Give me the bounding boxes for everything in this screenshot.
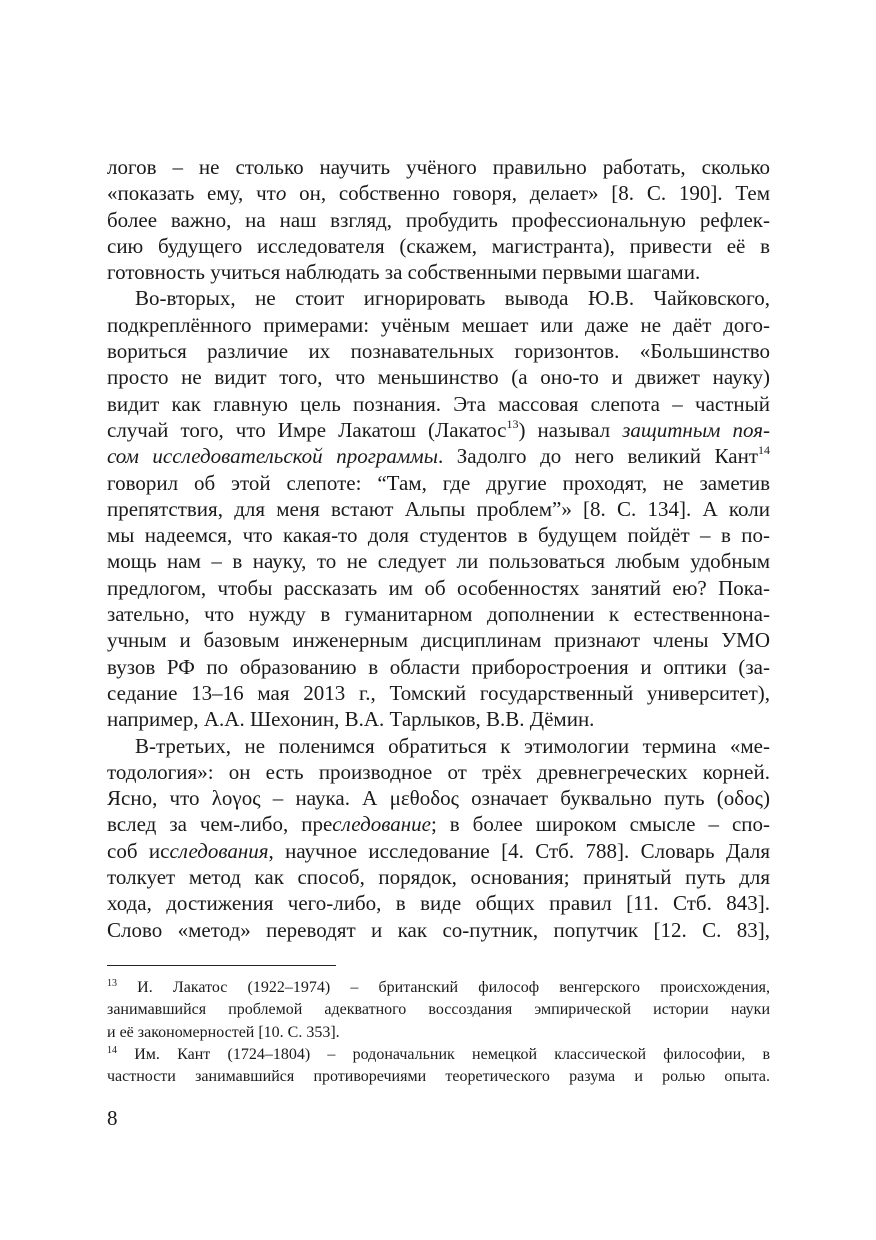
text-line [107, 864, 770, 890]
text-segment: просто не видит того, что меньшинство (а оно-то и движет науку) [107, 365, 770, 390]
text-segment: зательно, что нужду в гуманитарном дополнении к естественнона- [107, 602, 770, 627]
text-segment: тодология»: он есть производное от трёх древнегреческих корней. [107, 759, 770, 784]
text-line [107, 548, 770, 574]
italic-text: следования [169, 838, 269, 863]
text-line [107, 496, 770, 522]
footnote-marker: 13 [506, 416, 519, 431]
footnote-line [107, 977, 770, 999]
text-line [107, 627, 770, 653]
italic-text: ю [616, 628, 631, 653]
text-line [107, 706, 770, 732]
text-line [107, 154, 770, 180]
text-segment: сию будущего исследователя (скажем, магистранта), привести её в [107, 233, 770, 258]
text-segment: ) называл [518, 417, 623, 442]
text-segment: ; в более широком смысле – спо- [430, 812, 770, 837]
footnotes [107, 977, 770, 1088]
text-segment: Ясно, что λογος – наука. А μεθοδος означает буквально путь (οδος) [107, 786, 770, 811]
text-segment: говорил об этой слепоте: “Там, где другие проходят, не заметив [107, 470, 770, 495]
text-segment: подкреплённого примерами: учёным мешает или даже не даёт дого- [107, 312, 770, 337]
text-segment: случай того, что Имре Лакатош (Лакатос [107, 417, 507, 442]
text-line [107, 838, 770, 864]
text-segment: мы надеемся, что какая-то доля студентов в будущем пойдёт – в по- [107, 523, 770, 548]
text-line [107, 601, 770, 627]
italic-text: сом исследовательской программы [107, 444, 438, 469]
text-segment: препятствия, для меня встают Альпы проблем”» [8. С. 134]. А коли [107, 496, 770, 521]
text-segment: В-третьих, не поленимся обратиться к этимологии термина «ме- [135, 733, 770, 758]
text-line [107, 207, 770, 233]
text-line [107, 680, 770, 706]
text-segment: логов – не столько научить учёного правильно работать, сколько [107, 155, 770, 179]
text-segment: Во-вторых, не стоит игнорировать вывода Ю.В. Чайковского, [135, 286, 770, 311]
text-line [107, 811, 770, 837]
footnote-line [107, 1022, 770, 1044]
italic-text: следование [332, 812, 431, 837]
text-segment: седание 13–16 мая 2013 г., Томский государственный университет), [107, 680, 770, 705]
text-line [107, 338, 770, 364]
text-line [107, 890, 770, 916]
text-line [107, 259, 770, 285]
text-segment: учным и базовым инженерным дисциплинам призна [107, 628, 616, 653]
text-segment: т члены УМО [630, 628, 770, 653]
italic-text: о [275, 181, 287, 206]
text-segment: занимавшийся проблемой адекватного воссоздания эмпирической истории науки [107, 1001, 770, 1019]
text-line [107, 470, 770, 496]
text-segment: хода, достижения чего-либо, в виде общих правил [11. Стб. 843]. [107, 891, 770, 916]
text-line [107, 180, 770, 206]
text-segment: толкует метод как способ, порядок, основания; принятый путь для [107, 865, 770, 890]
text-segment: вслед за чем-либо, пре [107, 812, 333, 837]
text-line [107, 443, 770, 469]
text-line [107, 654, 770, 680]
footnote-marker: 14 [107, 1044, 117, 1056]
footnote-line [107, 999, 770, 1021]
text-segment: Им. Кант (1724–1804) – родоначальник немецкой классической философии, в [117, 1045, 770, 1063]
text-segment: «показать ему, чт [107, 181, 276, 206]
text-segment: вузов РФ по образованию в области приборостроения и оптики (за- [107, 654, 770, 679]
text-line [107, 575, 770, 601]
text-segment: Слово «метод» переводят и как со-путник, попутчик [12. С. 83], [107, 917, 770, 942]
text-segment: соб ис [107, 838, 170, 863]
text-line [107, 285, 770, 311]
text-segment: , научное исследование [4. Стб. 788]. Словарь Даля [268, 838, 770, 863]
text-segment: и её закономерностей [10. С. 353]. [107, 1023, 340, 1041]
text-line [107, 759, 770, 785]
text-segment: готовность учиться наблюдать за собственными первыми шагами. [107, 260, 701, 285]
text-segment: мощь нам – в науку, то не следует ли пользоваться любым удобным [107, 549, 770, 574]
text-line [107, 417, 770, 443]
text-line [107, 917, 770, 943]
text-segment: частности занимавшийся противоречиями теоретического разума и ролью опыта. [107, 1068, 770, 1086]
text-segment: например, А.А. Шехонин, В.А. Тарлыков, В.В. Дёмин. [107, 707, 595, 732]
text-segment: видит как главную цель познания. Эта массовая слепота – частный [107, 391, 770, 416]
text-segment: он, собственно говоря, делает» [8. С. 190]. Тем [286, 181, 770, 206]
text-line [107, 312, 770, 338]
footnote-separator [107, 965, 336, 966]
text-segment: предлогом, чтобы рассказать им об особенностях занятий ею? Пока- [107, 575, 770, 600]
footnote-line [107, 1066, 770, 1088]
footnote-line [107, 1044, 770, 1066]
text-line [107, 233, 770, 259]
body-text [107, 154, 770, 943]
text-segment: более важно, на наш взгляд, пробудить профессиональную рефлек- [107, 207, 770, 232]
text-line [107, 733, 770, 759]
text-segment: вориться различие их познавательных горизонтов. «Большинство [107, 339, 770, 364]
text-line [107, 391, 770, 417]
text-line [107, 522, 770, 548]
text-line [107, 364, 770, 390]
text-segment: И. Лакатос (1922–1974) – британский философ венгерского происхождения, [117, 979, 770, 996]
text-segment: . Задолго до него великий Кант [437, 444, 758, 469]
text-line [107, 785, 770, 811]
italic-text: защитным поя- [622, 417, 770, 442]
footnote-marker: 13 [107, 978, 117, 989]
page-number: 8 [107, 1106, 118, 1130]
footnote-marker: 14 [758, 443, 770, 458]
